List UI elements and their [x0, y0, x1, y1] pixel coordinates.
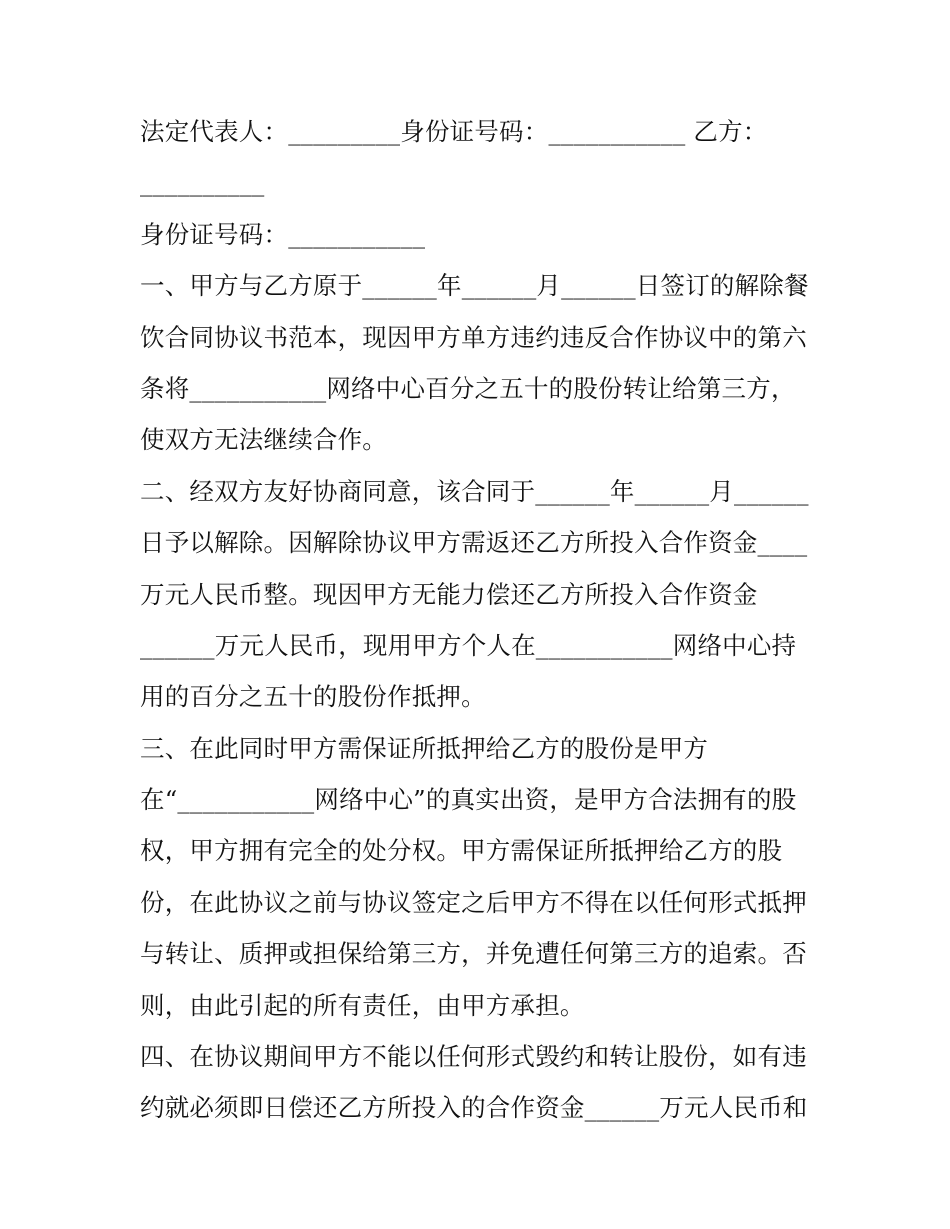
text-line-16: 份，在此协议之前与协议签定之后甲方不得在以任何形式抵押 — [140, 887, 807, 917]
text-line-1: 法定代表人：_________身份证号码：___________ 乙方： — [140, 117, 768, 146]
text-line-13: 三、在此同时甲方需保证所抵押给乙方的股份是甲方 — [140, 733, 709, 763]
text-line-3: 身份证号码：___________ — [140, 219, 426, 249]
text-line-12: 用的百分之五十的股份作抵押。 — [140, 682, 486, 712]
text-line-17: 与转让、质押或担保给第三方，并免遭任何第三方的追索。否 — [140, 939, 807, 969]
text-line-5: 饮合同协议书范本，现因甲方单方违约违反合作协议中的第六 — [140, 322, 807, 352]
text-line-8: 二、经双方友好协商同意，该合同于______年______月______ — [140, 476, 809, 506]
text-line-7: 使双方无法继续合作。 — [140, 425, 387, 455]
text-line-14: 在“___________网络中心”的真实出资，是甲方合法拥有的股 — [140, 785, 797, 815]
text-line-9: 日予以解除。因解除协议甲方需返还乙方所投入合作资金____ — [140, 528, 808, 558]
text-line-18: 则，由此引起的所有责任，由甲方承担。 — [140, 990, 585, 1020]
text-line-19: 四、在协议期间甲方不能以任何形式毁约和转让股份，如有违 — [140, 1042, 807, 1072]
text-line-15: 权，甲方拥有完全的处分权。甲方需保证所抵押给乙方的股 — [140, 836, 783, 866]
text-line-11: ______万元人民币，现用甲方个人在___________网络中心持 — [140, 630, 797, 660]
document-body — [140, 106, 812, 1134]
text-line-20: 约就必须即日偿还乙方所投入的合作资金______万元人民币和 — [140, 1093, 808, 1123]
text-line-6: 条将___________网络中心百分之五十的股份转让给第三方， — [140, 373, 796, 403]
text-line-4: 一、甲方与乙方原于______年______月______日签订的解除餐 — [140, 271, 809, 301]
text-line-10: 万元人民币整。现因甲方无能力偿还乙方所投入合作资金 — [140, 579, 758, 609]
text-line-2: __________ — [140, 168, 265, 198]
